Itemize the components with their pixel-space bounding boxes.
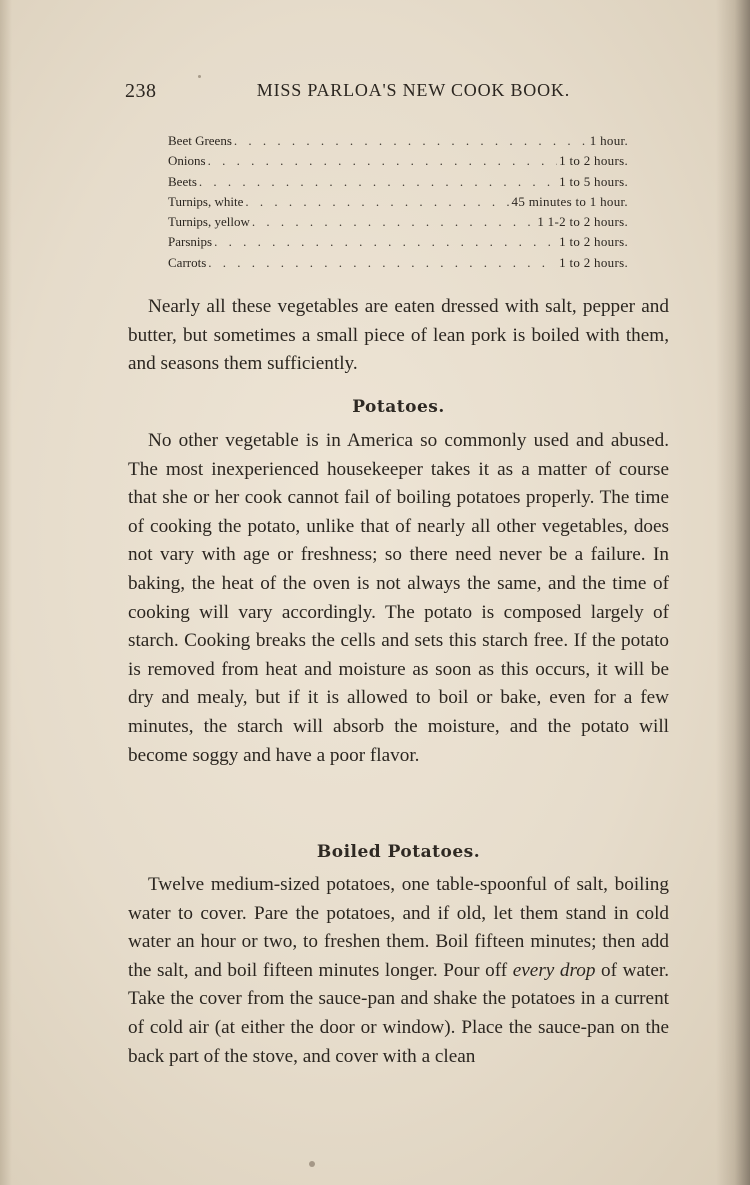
- vegetable-name: Beet Greens: [168, 133, 232, 148]
- vegetable-name: Turnips, white: [168, 193, 244, 209]
- dot-leader: [199, 174, 557, 190]
- potatoes-paragraph: No other vegetable is in America so commonly used and abused. The most inexperienced housekeeper takes it as a matter of course that she or her cook cannot fail of boiling potatoes properly. The time of cooking the potato, unlike that of nearly all other vegetables, does not vary with age or freshness; so there need never be a failure. In baking, the heat of the oven is not always the same, and the time of cooking will vary accordingly. The potato is composed largely of starch. Cooking breaks the cells and sets this starch free. If the potato is removed from heat and moisture as soon as this occurs, it will be dry and mealy, but if it is allowed to boil or bake, even for a few minutes, the starch will absorb the moisture, and the potato will become soggy and have a poor flavor.: [128, 430, 669, 766]
- cooking-time-row: [168, 174, 628, 194]
- vegetable-name: Carrots: [168, 254, 207, 270]
- boiled-potatoes-paragraph: [128, 871, 669, 1071]
- section-heading-boiled-potatoes: Boiled Potatoes.: [316, 842, 481, 862]
- vegetable-name: Turnips, yellow: [168, 214, 250, 230]
- dot-leader: [234, 133, 588, 149]
- ink-speck: [198, 75, 201, 78]
- page-header: [125, 80, 570, 110]
- vegetable-name: Beets: [168, 173, 197, 189]
- cooking-duration: 1 to 2 hours.: [559, 254, 628, 270]
- spine-shadow: [716, 0, 750, 1185]
- dot-leader: [252, 214, 535, 230]
- page-edge-shading: [0, 0, 12, 1185]
- cooking-time-row: [168, 234, 628, 254]
- cooking-duration: 1 to 2 hours.: [559, 153, 628, 169]
- cooking-time-row: [168, 194, 628, 214]
- dot-leader: [214, 234, 557, 250]
- dot-leader: [245, 194, 509, 210]
- cooking-times-table: [168, 133, 628, 275]
- cooking-duration: 1 hour.: [589, 133, 628, 148]
- intro-paragraph: Nearly all these vegetables are eaten dressed with salt, pepper and butter, but sometimes a small piece of lean pork is boiled with them, and seasons them sufficiently.: [128, 296, 669, 375]
- cooking-time-row: [168, 255, 628, 275]
- dot-leader: [208, 255, 557, 271]
- vegetable-name: Onions: [168, 153, 206, 169]
- vegetable-name: Parsnips: [168, 234, 213, 250]
- cooking-time-row: [168, 133, 628, 153]
- cooking-time-row: [168, 153, 628, 173]
- boiled-text-start: Twelve medium-sized potatoes, one table-spoonful of salt, boiling water to cover. Pare the potatoes, and if old, let them stand in cold water an hour or two, to freshen them. Boil fifteen minutes; then add the salt, and boil fifteen minutes longer. Pour off: [128, 874, 669, 981]
- boiled-text-end: of water. Take the cover from the sauce-pan and shake the potatoes in a current of cold air (at either the door or window). Place the sauce-pan on the back part of the stove, and cover with a clean: [128, 959, 669, 1067]
- section-heading-potatoes: Potatoes.: [352, 397, 445, 417]
- ink-smudge: [309, 1161, 315, 1167]
- page-number: 238: [125, 80, 157, 102]
- cooking-duration: 1 to 2 hours.: [559, 234, 628, 250]
- emphasis-every-drop: every drop: [512, 959, 596, 981]
- cooking-duration: 1 to 5 hours.: [559, 173, 628, 189]
- cooking-duration: 45 minutes to 1 hour.: [511, 193, 628, 209]
- cooking-time-row: [168, 214, 628, 234]
- cooking-duration: 1 1-2 to 2 hours.: [537, 214, 628, 230]
- dot-leader: [208, 153, 558, 169]
- running-title: MISS PARLOA'S NEW COOK BOOK.: [256, 80, 570, 100]
